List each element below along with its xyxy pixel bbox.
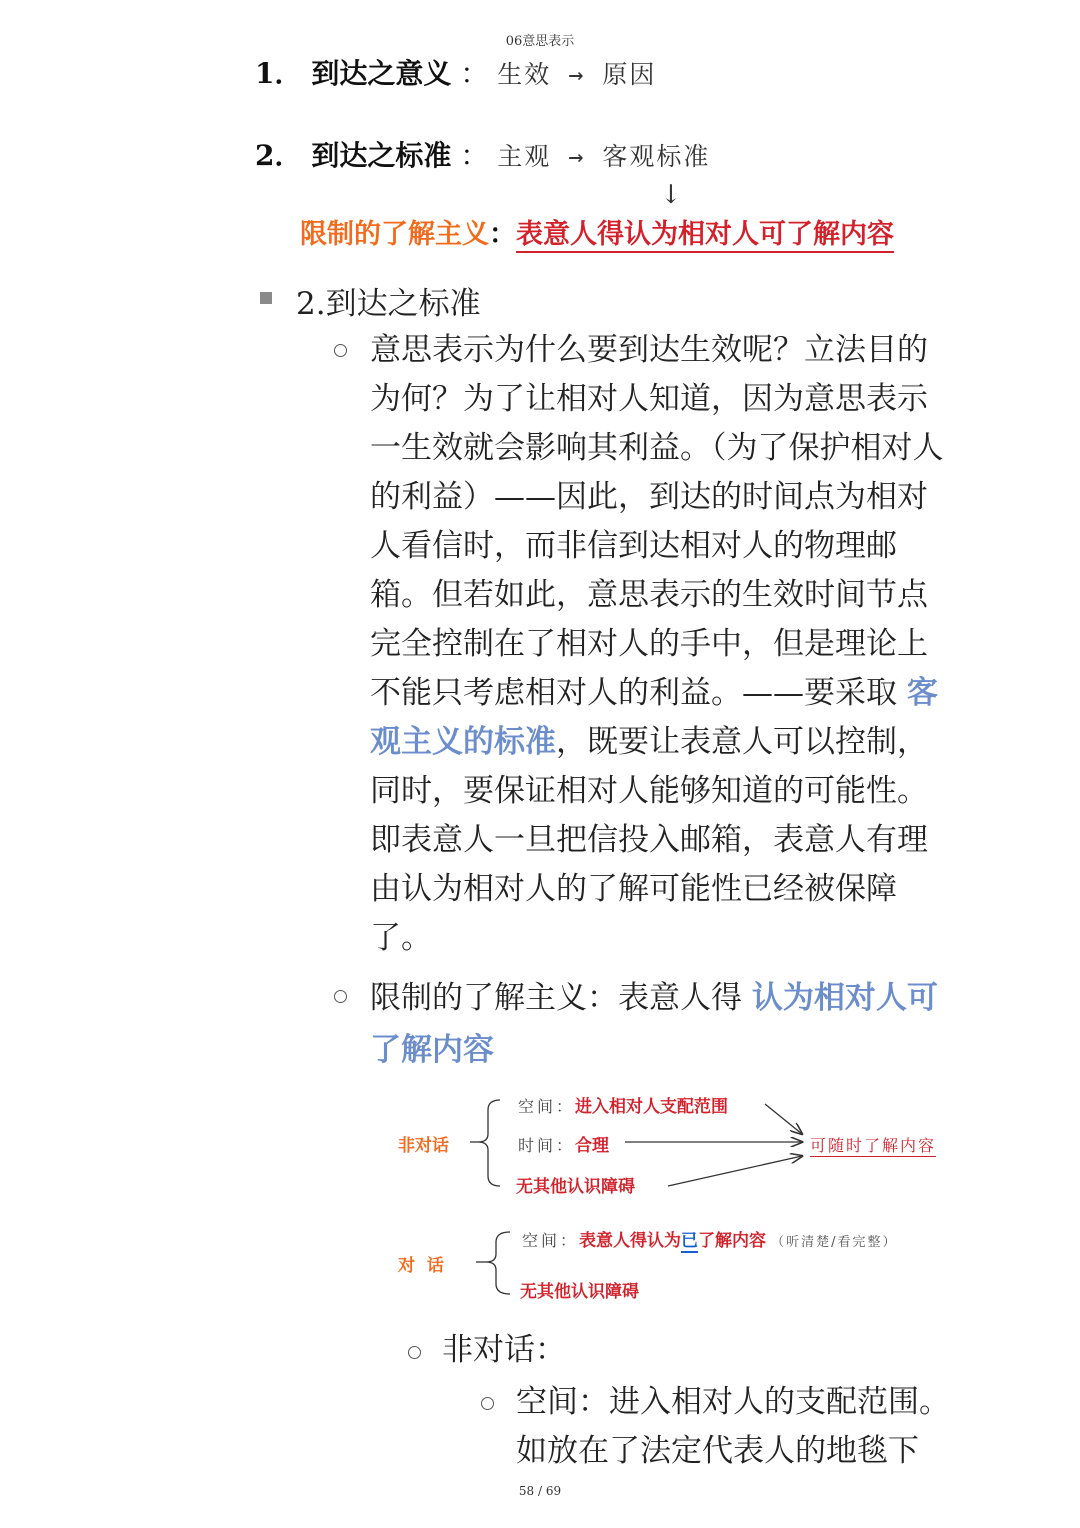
text-line: 意思表示为什么要到达生效呢？立法目的 (370, 332, 928, 368)
text-segment: ，既要让表意人可以控制， (556, 724, 928, 760)
text-segment: 限制的了解主义：表意人得 (370, 980, 752, 1016)
text-line: 由认为相对人的了解可能性已经被保障 (370, 871, 897, 907)
row-key: 时间： (518, 1136, 576, 1155)
text-line: 箱。但若如此，意思表示的生效时间节点 (370, 577, 928, 613)
nondialog-row-space (518, 1092, 728, 1117)
text-line: 如放在了法定代表人的地毯下 (516, 1433, 919, 1469)
row-key: 空间： (518, 1097, 576, 1116)
line-note: 生效 → 原因 (497, 60, 657, 89)
dialog-label: 对 话 (398, 1256, 444, 1276)
limit-colon: ： (489, 219, 516, 250)
text-line: 了。 (370, 920, 432, 956)
text-line: 完全控制在了相对人的手中，但是理论上 (370, 626, 928, 662)
line-heading: 到达之标准 (311, 139, 452, 172)
limit-term: 限制的了解主义 (300, 219, 489, 250)
down-arrow-icon: ↓ (660, 180, 682, 210)
line-colon: ： (460, 139, 489, 172)
highlight-text: 客 (906, 675, 938, 711)
text-segment: 不能只考虑相对人的利益。——要采取 (370, 675, 907, 711)
row-note: （听清楚/看完整） (771, 1235, 898, 1250)
row-key: 空间： (522, 1231, 580, 1250)
line-heading: 到达之意义 (311, 57, 452, 90)
limit-definition: 表意人得认为相对人可了解内容 (516, 219, 894, 253)
circle-bullet-icon (481, 1397, 494, 1410)
page-header: 06意思表示 (505, 34, 575, 49)
line-number: 2． (255, 139, 303, 172)
sub-title: 非对话： (442, 1332, 566, 1368)
page-footer: 58 / 69 (518, 1484, 562, 1498)
nondialog-row-time (518, 1131, 609, 1156)
text-line: 空间：进入相对人的支配范围。 (516, 1384, 950, 1420)
nondialog-label: 非对话 (398, 1136, 449, 1156)
text-line: 的利益）——因此，到达的时间点为相对 (370, 479, 928, 515)
row-value-emphasis: 已 (681, 1231, 699, 1251)
row-value: 合理 (575, 1136, 610, 1156)
text-line: 即表意人一旦把信投入邮箱，表意人有理 (370, 822, 928, 858)
highlight-text: 了解内容 (370, 1032, 494, 1068)
dialog-row-space (522, 1226, 898, 1251)
line-note: 主观 → 客观标准 (497, 142, 711, 171)
line-number: 1． (255, 57, 303, 90)
line-colon: ： (460, 57, 489, 90)
row-value: 进入相对人支配范围 (575, 1097, 729, 1117)
section-title: 2.到达之标准 (296, 286, 481, 322)
text-line: 同时，要保证相对人能够知道的可能性。 (370, 773, 928, 809)
text-line: 为何？为了让相对人知道，因为意思表示 (370, 381, 928, 417)
sub-item (516, 1378, 996, 1476)
nondialog-result: 可随时了解内容 (810, 1133, 936, 1157)
row-value: 了解内容 (698, 1231, 767, 1251)
highlight-text: 认为相对人可 (751, 980, 938, 1016)
circle-bullet-icon (408, 1346, 421, 1359)
text-line: 人看信时，而非信到达相对人的物理邮 (370, 528, 897, 564)
highlight-text: 观主义的标准 (370, 724, 556, 760)
nondialog-row-obstacle: 无其他认识障碍 (516, 1177, 635, 1197)
dialog-row-obstacle: 无其他认识障碍 (520, 1282, 639, 1302)
row-value: 表意人得认为 (579, 1231, 682, 1251)
text-line: 一生效就会影响其利益。（为了保护相对人 (370, 430, 944, 466)
